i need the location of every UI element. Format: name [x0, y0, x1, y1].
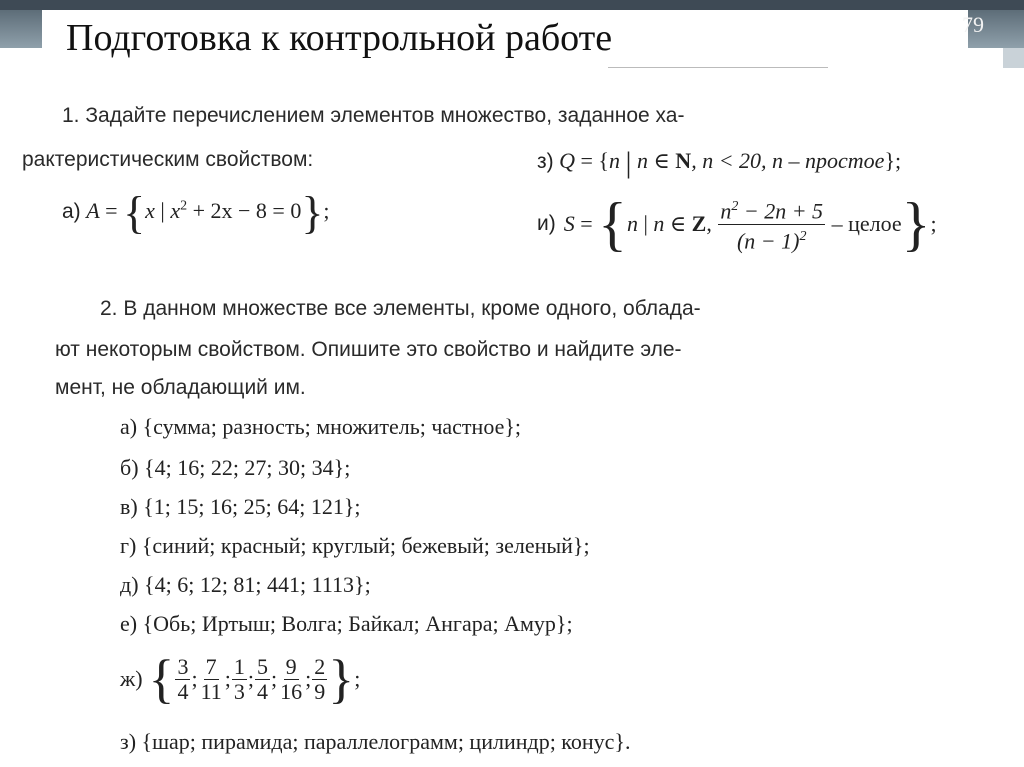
task2-line2: ют некоторым свойством. Опишите это свойство и найдите эле-: [55, 338, 682, 361]
task2-item-b: б) {4; 16; 22; 27; 30; 34};: [120, 455, 351, 480]
fraction-4: $\frac{5}{4}$: [257, 653, 269, 704]
item-label: а): [62, 200, 81, 224]
task2-item-v: в) {1; 15; 16; 25; 64; 121};: [120, 494, 361, 519]
set-name: A: [86, 198, 100, 224]
condition-start: n ∈: [637, 148, 670, 174]
expr-rest: + 2x − 8 = 0: [192, 198, 302, 224]
task2-line1: 2. В данном множестве все элементы, кроме одного, облада-: [100, 297, 701, 320]
set-variable: n: [626, 211, 638, 236]
condition-after: – целое: [831, 211, 902, 236]
set-name: S: [563, 211, 575, 236]
task2-line3: мент, не обладающий им.: [55, 376, 306, 399]
close-brace: }: [328, 649, 355, 709]
item-end: ;: [930, 211, 937, 236]
domain: N: [675, 148, 692, 174]
task2-item-a: а) {сумма; разность; множитель; частное};: [120, 414, 522, 439]
fraction-1: $\frac{3}{4}$: [177, 653, 189, 704]
condition-end: , n < 20, n – простое: [691, 148, 885, 174]
open-brace: {: [598, 191, 627, 257]
fraction-2: $\frac{7}{11}$: [200, 653, 222, 704]
close-brace: }: [901, 191, 931, 257]
left-frame-accent: [0, 10, 42, 48]
close-brace: }: [301, 187, 324, 238]
item-end: ;: [323, 198, 330, 224]
task1-line2: рактеристическим свойством:: [22, 148, 314, 171]
item-label: и): [537, 212, 556, 235]
task2-item-e: е) {Обь; Иртыш; Волга; Байкал; Ангара; Амур};: [120, 611, 573, 636]
open-brace: {: [148, 649, 175, 709]
right-frame-shadow: [1003, 48, 1024, 68]
item-label: з): [537, 150, 554, 174]
task2-item-g: г) {синий; красный; круглый; бежевый; зеленый};: [120, 533, 590, 558]
top-frame-bar: [0, 0, 1024, 10]
fraction-3: $\frac{1}{3}$: [233, 653, 245, 704]
title-underline: [608, 67, 828, 68]
fraction-6: $\frac{2}{9}$: [314, 653, 326, 704]
set-variable: n: [608, 148, 620, 174]
task2-item-d: д) {4; 6; 12; 81; 441; 1113};: [120, 572, 371, 597]
open-brace: {: [123, 187, 146, 238]
condition: n ∈: [653, 211, 687, 236]
set-variable: x: [145, 198, 155, 224]
task2-item-zh: ж) { $\frac{3}{4}$ ; $\frac{7}{11}$ ; $\frac{1}{3}$ ; $\frac{5}{4}$ ; $\frac{9}{16}$ ; $\frac{2}{9}$ } ;: [120, 649, 361, 709]
task1-item-z: з) Q = {n | n ∈ N, n < 20, n – простое};: [537, 146, 902, 179]
task1-item-a: а) A = {x | $x^2 + 2x - 8 = 0$};: [62, 187, 330, 238]
item-label: ж): [120, 666, 143, 691]
task1-line1: 1. Задайте перечислением элементов множество, заданное ха-: [62, 104, 685, 127]
slide-title: Подготовка к контрольной работе: [66, 17, 613, 59]
task1-item-i: и) S = { n | n ∈ Z , $\frac{n^2 - 2n + 5}{(n - 1)^2}$ – целое } ;: [537, 191, 937, 257]
fraction: $\frac{n^2 - 2n + 5}{(n - 1)^2}$: [718, 195, 825, 253]
fraction-5: $\frac{9}{16}$: [280, 653, 303, 704]
task2-item-z: з) {шар; пирамида; параллелограмм; цилиндр; конус}.: [120, 729, 631, 754]
expr-base: x: [170, 198, 181, 224]
exponent: 2: [180, 198, 188, 214]
slide-number: 79: [962, 12, 984, 37]
domain: Z: [691, 211, 707, 236]
set-name: Q: [559, 148, 576, 174]
